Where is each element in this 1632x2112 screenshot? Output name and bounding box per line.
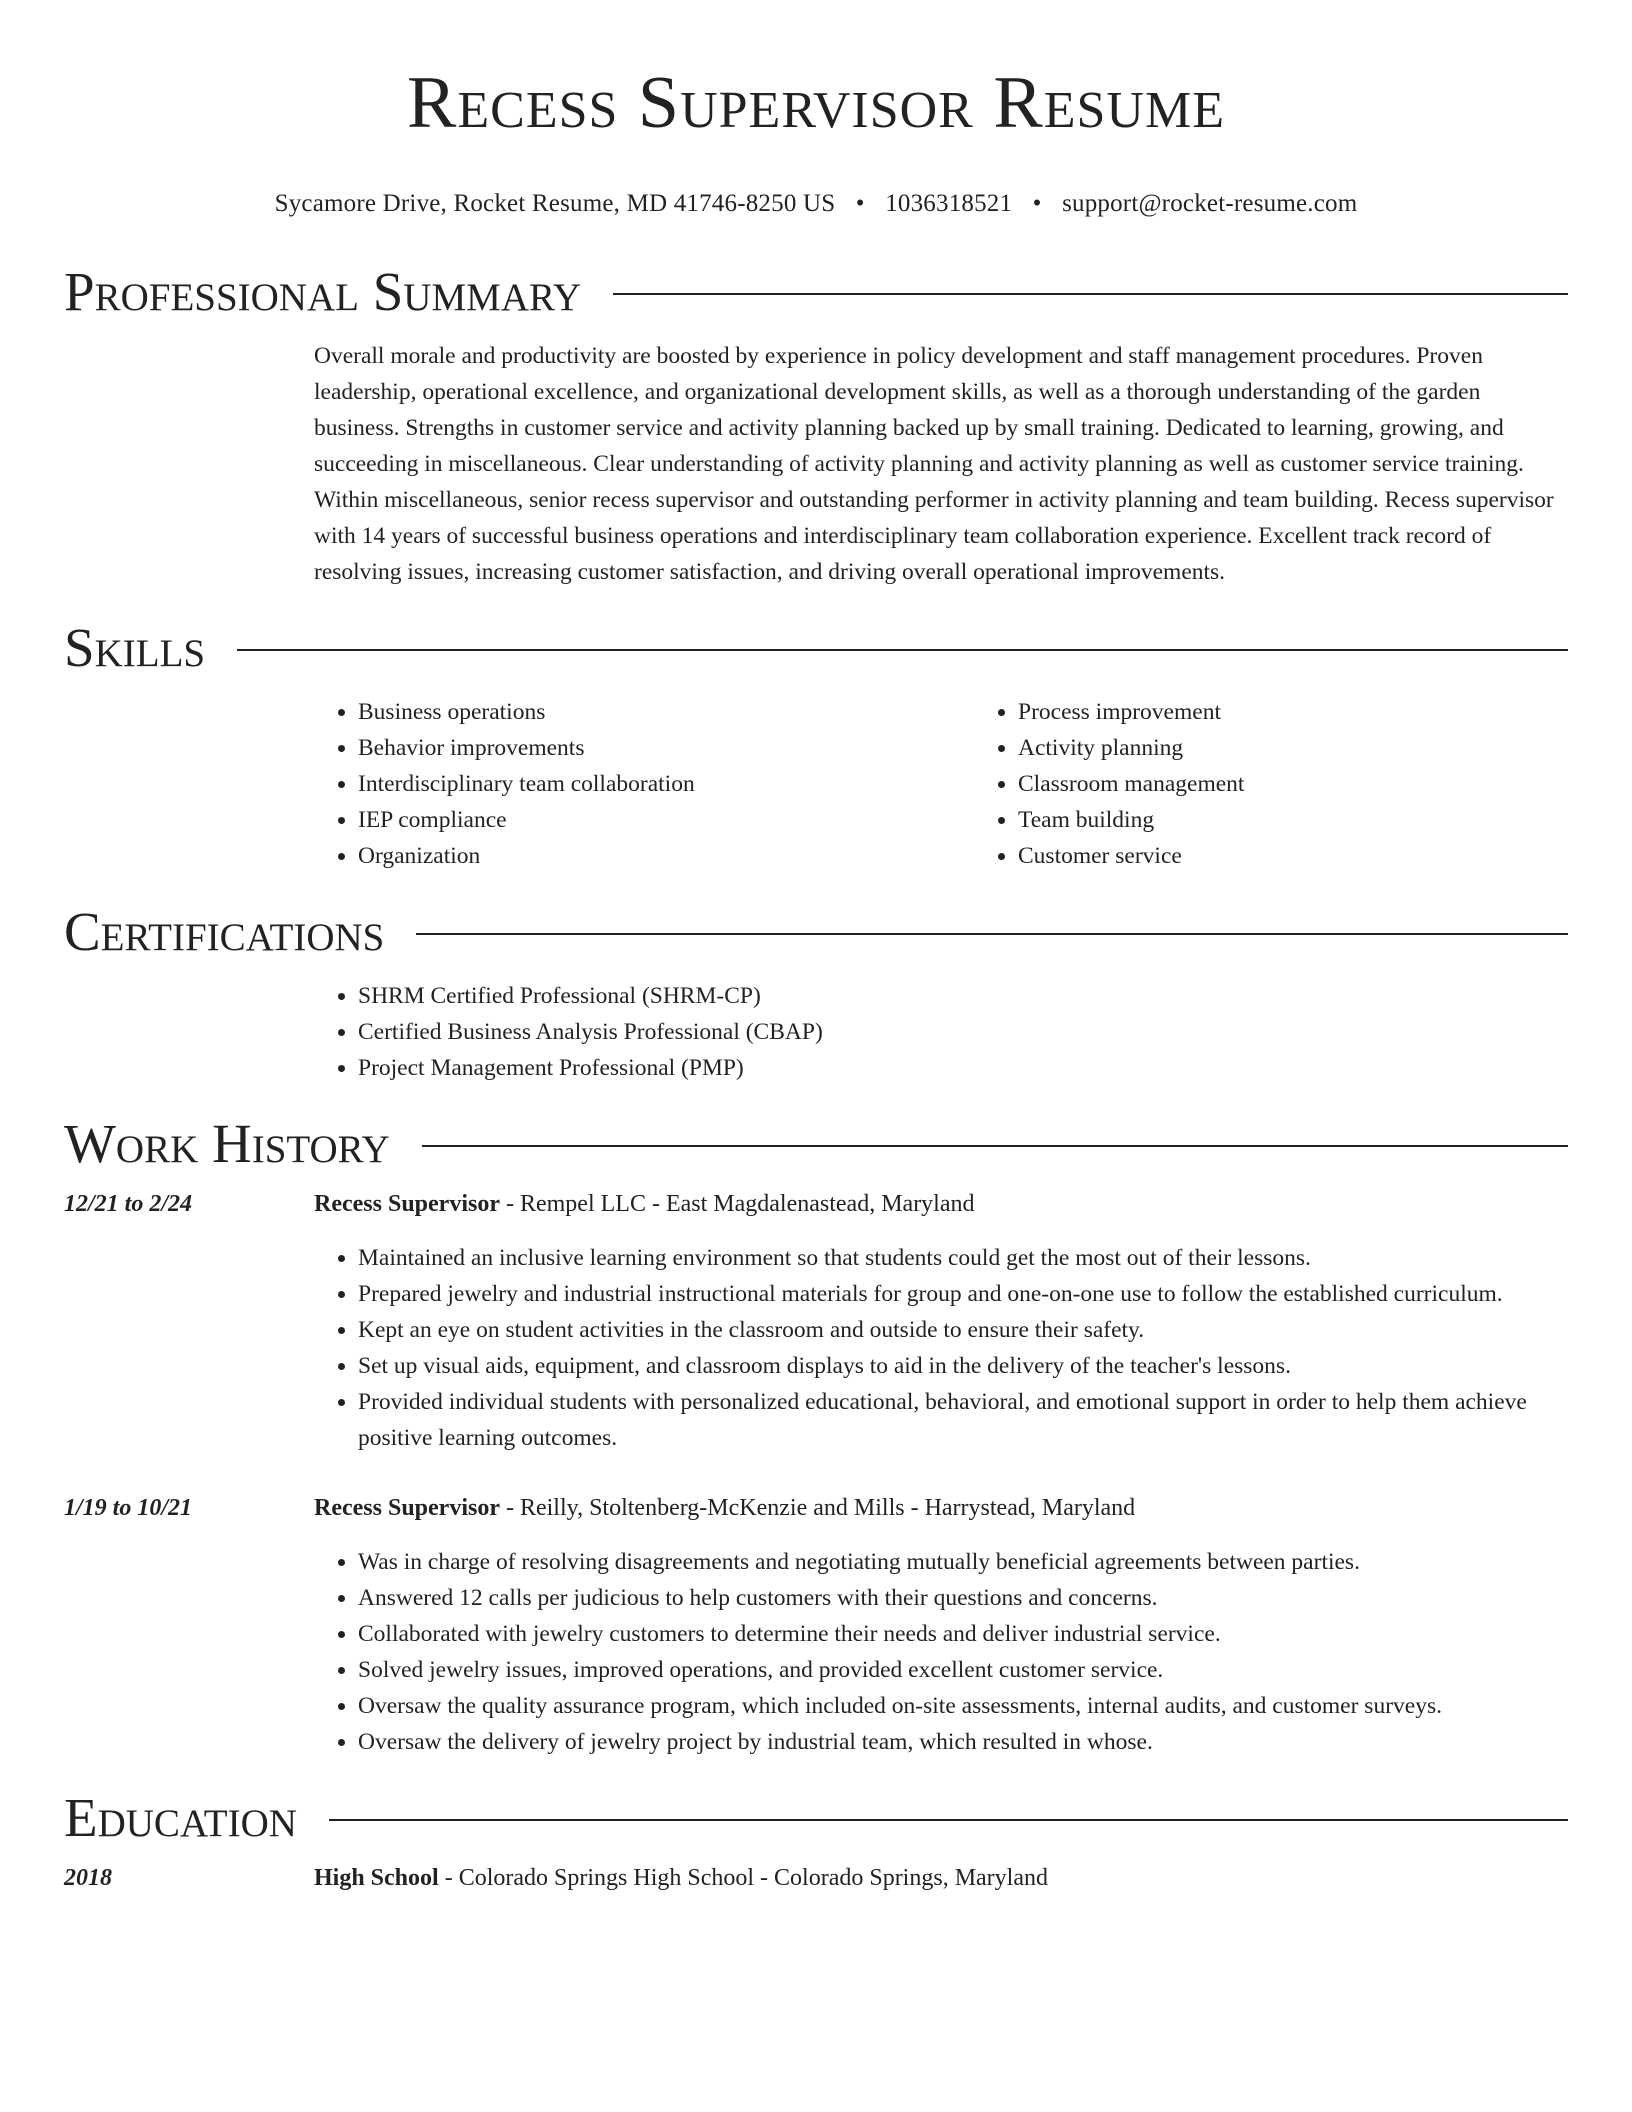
skill-item: • Business operations (358, 694, 974, 730)
job-bullets (314, 1240, 1568, 1456)
job-bullet: • Solved jewelry issues, improved operations, and provided excellent customer service. (358, 1652, 1568, 1688)
education-degree: High School (314, 1865, 439, 1891)
job-dates: 12/21 to 2/24 (64, 1191, 193, 1217)
skill-item: • Interdisciplinary team collaboration (358, 766, 974, 802)
contact-separator: • (855, 190, 865, 217)
skills-column-left (314, 694, 974, 874)
section-divider (416, 933, 1568, 935)
work-section-header (64, 1114, 1568, 1174)
education-line (314, 1860, 1048, 1896)
education-school: - Colorado Springs High School - Colorado Springs, Maryland (438, 1865, 1048, 1891)
skill-item: • Behavior improvements (358, 730, 974, 766)
job-bullet: • Kept an eye on student activities in the classroom and outside to ensure their safety. (358, 1312, 1568, 1348)
contact-phone: 1036318521 (885, 190, 1013, 217)
skills-list (314, 694, 1568, 874)
certification-item: • Certified Business Analysis Professional (CBAP) (358, 1014, 1568, 1050)
certification-item: • Project Management Professional (PMP) (358, 1050, 1568, 1086)
resume-title: Recess Supervisor Resume (407, 62, 1225, 144)
job-bullet: • Oversaw the delivery of jewelry project by industrial team, which resulted in whose. (358, 1724, 1568, 1760)
section-divider (329, 1819, 1568, 1821)
education-year: 2018 (64, 1865, 112, 1891)
skill-item: • Classroom management (1018, 766, 1632, 802)
summary-text: Overall morale and productivity are boosted by experience in policy development and staff management procedures. Proven leadership, operational excellence, and organizational development skills, as well as a thorough understanding of the garden business. Strengths in customer service and activity planning backed up by small training. Dedicated to learning, growing, and succeeding in miscellaneous. Clear understanding of activity planning and activity planning as well as customer service training. Within miscellaneous, senior recess supervisor and outstanding performer in activity planning and team building. Recess supervisor with 14 years of successful business operations and interdisciplinary team collaboration experience. Excellent track record of resolving issues, increasing customer satisfaction, and driving overall operational improvements. (314, 343, 1554, 585)
job-entry (64, 1186, 1568, 1456)
certification-item: • SHRM Certified Professional (SHRM-CP) (358, 978, 1568, 1014)
section-divider (237, 649, 1568, 651)
skill-item: • Organization (358, 838, 974, 874)
job-title-line (314, 1186, 975, 1222)
education-heading: Education (64, 1787, 297, 1848)
job-bullet: • Prepared jewelry and industrial instructional materials for group and one-on-one use to follow the established curriculum. (358, 1276, 1568, 1312)
skills-column-right (974, 694, 1632, 874)
job-bullet: • Oversaw the quality assurance program, which included on-site assessments, internal audits, and customer surveys. (358, 1688, 1568, 1724)
job-bullet: • Provided individual students with personalized educational, behavioral, and emotional support in order to help them achieve positive learning outcomes. (358, 1384, 1568, 1456)
summary-body (314, 338, 1568, 590)
section-divider (613, 293, 1568, 295)
skill-item: • Customer service (1018, 838, 1632, 874)
job-bullets (314, 1544, 1568, 1760)
skills-section-header (64, 618, 1568, 678)
contact-line (64, 188, 1568, 220)
skill-item: • IEP compliance (358, 802, 974, 838)
skills-heading: Skills (64, 617, 206, 678)
job-bullet: • Set up visual aids, equipment, and classroom displays to aid in the delivery of the teacher's lessons. (358, 1348, 1568, 1384)
contact-separator: • (1032, 190, 1042, 217)
job-title: Recess Supervisor (314, 1495, 500, 1521)
job-title: Recess Supervisor (314, 1191, 500, 1217)
certifications-list (314, 978, 1568, 1086)
skill-item: • Team building (1018, 802, 1632, 838)
job-header (64, 1186, 1568, 1222)
job-bullet: • Maintained an inclusive learning environment so that students could get the most out of their lessons. (358, 1240, 1568, 1276)
job-employer: - Reilly, Stoltenberg-McKenzie and Mills - Harrystead, Maryland (499, 1495, 1136, 1521)
summary-heading: Professional Summary (64, 261, 582, 322)
job-title-line (314, 1490, 1135, 1526)
contact-address: Sycamore Drive, Rocket Resume, MD 41746-8250 US (274, 190, 836, 217)
contact-email: support@rocket-resume.com (1062, 190, 1358, 217)
section-divider (422, 1145, 1568, 1147)
summary-section-header (64, 262, 1568, 322)
certifications-section-header (64, 902, 1568, 962)
education-entry (64, 1860, 1568, 1896)
skill-item: • Process improvement (1018, 694, 1632, 730)
skill-item: • Activity planning (1018, 730, 1632, 766)
education-header (64, 1860, 1568, 1896)
job-header (64, 1490, 1568, 1526)
job-entry (64, 1490, 1568, 1760)
certifications-heading: Certifications (64, 901, 385, 962)
job-employer: - Rempel LLC - East Magdalenastead, Maryland (499, 1191, 975, 1217)
job-bullet: • Answered 12 calls per judicious to help customers with their questions and concerns. (358, 1580, 1568, 1616)
job-bullet: • Was in charge of resolving disagreements and negotiating mutually beneficial agreements between parties. (358, 1544, 1568, 1580)
education-section-header (64, 1788, 1568, 1848)
job-dates: 1/19 to 10/21 (64, 1495, 193, 1521)
job-bullet: • Collaborated with jewelry customers to determine their needs and deliver industrial service. (358, 1616, 1568, 1652)
work-heading: Work History (64, 1113, 390, 1174)
